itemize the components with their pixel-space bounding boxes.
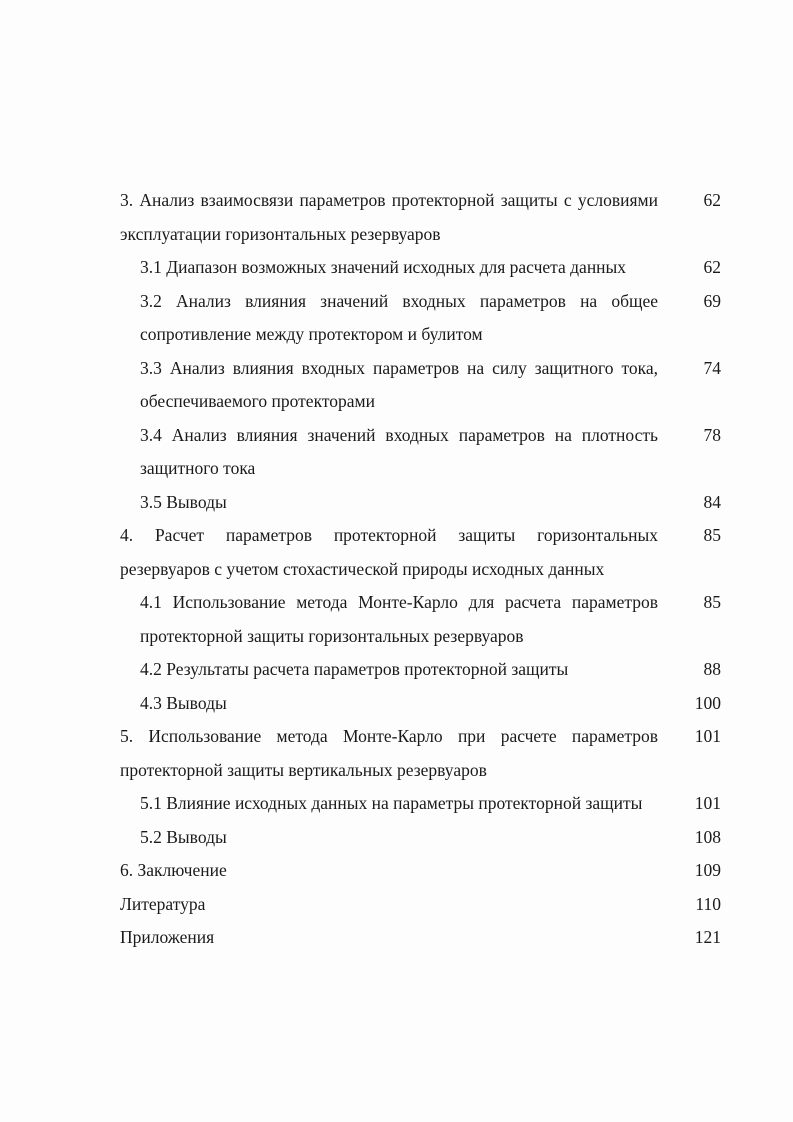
toc-entry-4-3: [0, 687, 793, 721]
toc-entry-page: 109: [694, 860, 721, 880]
toc-entry-title: 5.1 Влияние исходных данных на параметры протекторной защиты: [140, 793, 643, 813]
toc-entry-4-2: [0, 653, 793, 687]
table-of-contents: [0, 184, 793, 955]
toc-entry-title: 4. Расчет параметров протекторной защиты горизонтальных резервуаров с учетом стохастической природы исходных данных: [120, 525, 658, 579]
toc-entry-title: 3.3 Анализ влияния входных параметров на силу защитного тока, обеспечиваемого протекторами: [140, 357, 658, 411]
toc-entry-3-4: [0, 419, 793, 486]
toc-entry-page: 62: [703, 257, 721, 277]
toc-entry-5-1: [0, 787, 793, 821]
toc-entry-title: 3. Анализ взаимосвязи параметров протекторной защиты с условиями эксплуатации горизонтальных резервуаров: [120, 190, 658, 244]
toc-entry-page: 62: [703, 190, 721, 210]
toc-entry-page: 69: [703, 290, 721, 311]
toc-entry-title: 3.5 Выводы: [140, 491, 227, 512]
toc-entry-3-3: [0, 352, 793, 419]
toc-entry-title: 5. Использование метода Монте-Карло при расчете параметров протекторной защиты вертикальных резервуаров: [120, 726, 658, 780]
toc-entry-title: 4.1 Использование метода Монте-Карло для расчета параметров протекторной защиты горизонтальных резервуаров: [140, 592, 658, 646]
toc-entry-page: 78: [703, 424, 721, 445]
toc-entry-title: 6. Заключение: [120, 860, 227, 880]
toc-entry-page: 101: [694, 793, 721, 813]
toc-entry-title: 4.3 Выводы: [140, 692, 227, 713]
toc-entry-title: Литература: [120, 893, 206, 914]
toc-entry-appendices: [0, 921, 793, 955]
toc-entry-page: 74: [703, 357, 721, 378]
toc-entry-title: 3.4 Анализ влияния значений входных параметров на плотность защитного тока: [140, 424, 658, 478]
toc-entry-page: 84: [703, 491, 721, 512]
toc-entry-5-2: [0, 821, 793, 855]
toc-entry-5: [0, 720, 793, 787]
toc-entry-4: [0, 519, 793, 586]
toc-entry-title: 3.2 Анализ влияния значений входных параметров на общее сопротивление между протектором и булитом: [140, 290, 658, 344]
toc-entry-3: [0, 184, 793, 251]
toc-entry-page: 100: [694, 692, 721, 713]
toc-entry-page: 85: [703, 525, 721, 545]
toc-entry-title: 4.2 Результаты расчета параметров протекторной защиты: [140, 659, 569, 679]
toc-entry-page: 101: [694, 726, 721, 746]
toc-entry-3-5: [0, 486, 793, 520]
toc-entry-3-1: [0, 251, 793, 285]
toc-entry-3-2: [0, 285, 793, 352]
toc-entry-title: Приложения: [120, 927, 215, 947]
toc-entry-6: [0, 854, 793, 888]
toc-entry-page: 88: [703, 659, 721, 679]
toc-entry-references: [0, 888, 793, 922]
toc-entry-page: 121: [694, 927, 721, 947]
toc-entry-page: 108: [694, 826, 721, 847]
toc-entry-4-1: [0, 586, 793, 653]
toc-entry-page: 110: [695, 893, 721, 914]
toc-entry-page: 85: [703, 592, 721, 612]
toc-entry-title: 5.2 Выводы: [140, 826, 227, 847]
toc-entry-title: 3.1 Диапазон возможных значений исходных для расчета данных: [140, 257, 627, 277]
